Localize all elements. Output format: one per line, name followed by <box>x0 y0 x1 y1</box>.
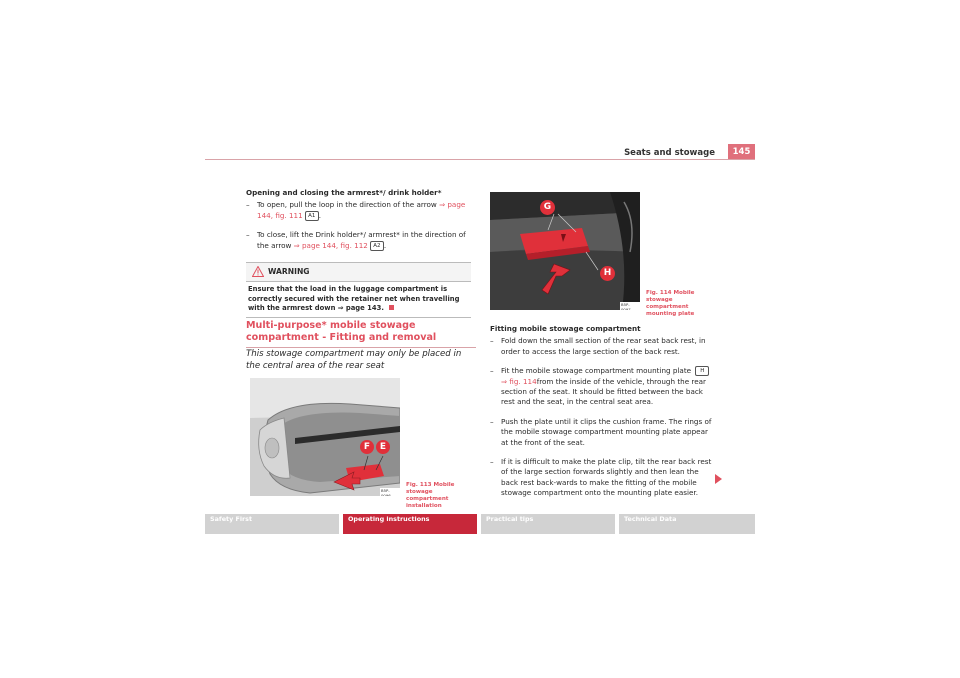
footer-tab-operating-instructions[interactable]: Operating instructions <box>343 514 477 534</box>
warning-box <box>246 262 471 318</box>
callout-e: E <box>376 440 390 454</box>
figure-113-caption: Fig. 113 Mobile stowage compartment installation <box>406 482 455 509</box>
running-header-title: Seats and stowage <box>624 148 715 158</box>
dash-marker: – <box>490 366 494 376</box>
figure-code: B5P-0096 <box>380 488 400 496</box>
mounting-plate-illustration <box>490 192 640 310</box>
callout-g: G <box>540 200 555 215</box>
callout-f: F <box>360 440 374 454</box>
callout-badge: A1 <box>305 211 319 221</box>
warning-icon <box>252 266 264 277</box>
figure-113-image <box>250 378 400 496</box>
warning-header <box>246 262 471 282</box>
list-item: – To close, lift the Drink holder*/ armrest* in the direction of the arrow ⇒ page 144, fig. 112 A2 . <box>246 230 466 250</box>
fig-link[interactable]: fig. 111 <box>275 210 303 220</box>
figure-114-image <box>490 192 640 310</box>
callout-badge: A2 <box>370 241 384 251</box>
footer-tab-technical-data[interactable]: Technical Data <box>619 514 755 534</box>
page-number: 145 <box>728 144 755 160</box>
dash-marker: – <box>490 457 494 467</box>
dash-marker: – <box>246 230 250 240</box>
dash-marker: – <box>490 416 494 426</box>
right-column <box>490 324 716 499</box>
armrest-heading: Opening and closing the armrest*/ drink holder* <box>246 188 442 197</box>
page-fig-link[interactable]: ⇒ page 144, fig. 112 <box>293 240 368 250</box>
continue-arrow-icon <box>715 474 722 484</box>
warning-page-link[interactable]: ⇒ page 143. <box>337 304 384 313</box>
footer-tab-safety-first[interactable]: Safety First <box>205 514 339 534</box>
stowage-compartment-illustration <box>250 378 400 496</box>
figure-114-caption: Fig. 114 Mobile stowage compartment mounting plate <box>646 290 695 317</box>
dash-marker: – <box>490 336 494 346</box>
warning-label: WARNING <box>268 267 310 276</box>
section-title: Multi-purpose* mobile stowage compartment - Fitting and removal <box>246 320 476 348</box>
footer-tab-practical-tips[interactable]: Practical tips <box>481 514 615 534</box>
list-item: – Fold down the small section of the rear seat back rest, in order to access the large section of the back rest. <box>490 336 706 356</box>
fitting-heading: Fitting mobile stowage compartment <box>490 324 641 333</box>
callout-h: H <box>600 266 615 281</box>
left-column <box>246 188 474 251</box>
page-link[interactable]: ⇒ page 144, <box>257 200 466 220</box>
list-item: – Push the plate until it clips the cushion frame. The rings of the mobile stowage compartment mounting plate appear at the front of the seat. <box>490 416 712 447</box>
section-subtitle: This stowage compartment may only be placed in the central area of the rear seat <box>246 349 462 371</box>
list-item: – If it is difficult to make the plate clip, tilt the rear back rest of the large section forwards slightly and then lean the back rest back-wards to make the fitting of the mobile stowage compartment onto the mounting plate easier. <box>490 457 712 498</box>
list-item: – Fit the mobile stowage compartment mounting plate H ⇒ fig. 114from the inside of the vehicle, through the rear section of the seat. It should be fitted between the back rest and the seat, in the central seat area. <box>490 366 716 408</box>
dash-marker: – <box>246 200 250 210</box>
warning-text: Ensure that the load in the luggage compartment is correctly secured with the retainer net when travelling with the armrest down ⇒ page 143. <box>246 282 471 318</box>
fig-link[interactable]: ⇒ fig. 114 <box>501 376 537 386</box>
figure-code: B5P-0097 <box>620 302 640 310</box>
header-rule <box>205 159 755 160</box>
callout-badge: H <box>695 366 709 376</box>
end-marker-icon <box>389 305 394 310</box>
list-item: – To open, pull the loop in the direction of the arrow ⇒ page 144, fig. 111 A1 . <box>246 200 466 220</box>
